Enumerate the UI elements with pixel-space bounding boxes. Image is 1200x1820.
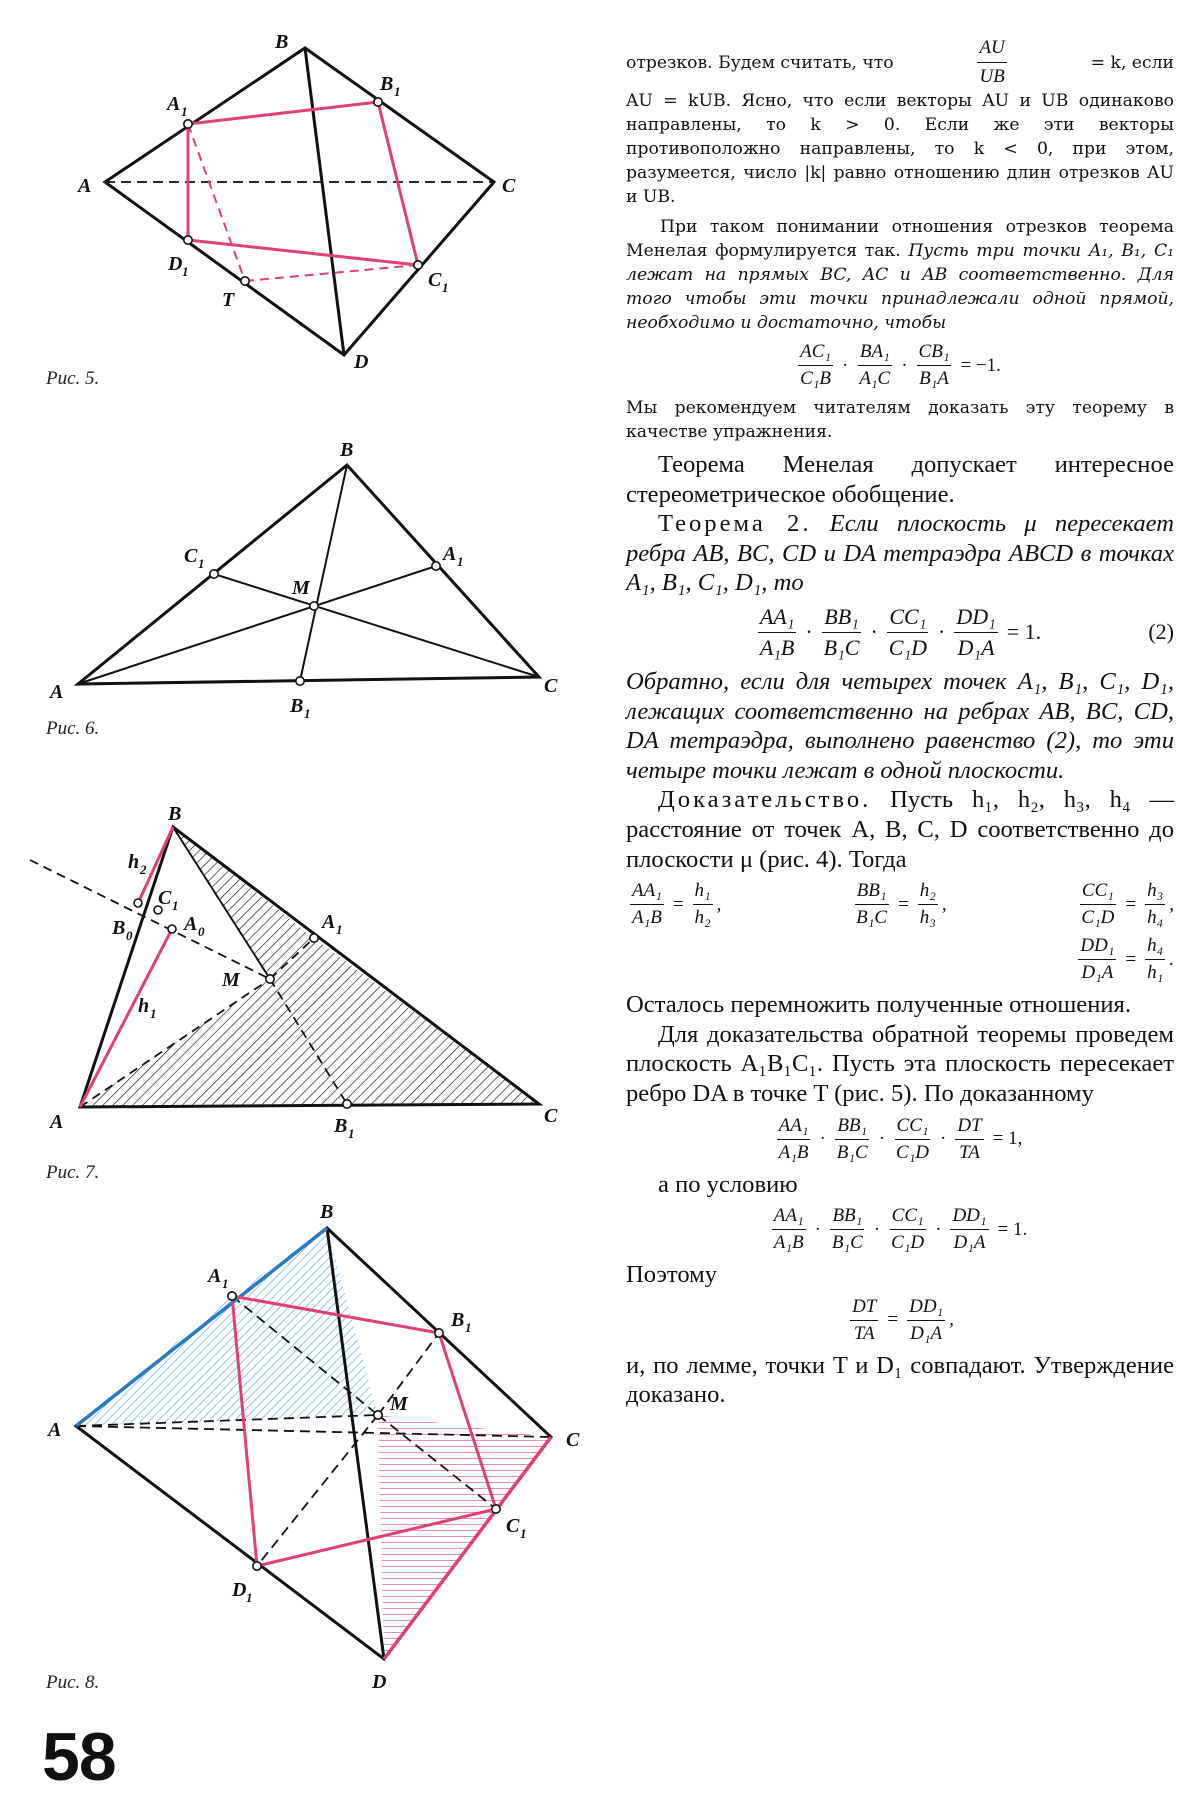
- point-d1: [253, 1562, 261, 1570]
- point-b1: [435, 1329, 443, 1337]
- point-b1: [343, 1100, 351, 1108]
- edge-bd: [305, 48, 344, 355]
- label-b1: B: [290, 695, 304, 717]
- point-a1: [184, 120, 192, 128]
- triangle-abc: [78, 465, 539, 684]
- page-number: 58: [42, 1719, 116, 1795]
- point-c1: [414, 261, 422, 269]
- label-d: D: [372, 1671, 387, 1693]
- label-d1-sub: 1: [246, 1590, 253, 1605]
- label-c1-sub: 1: [520, 1526, 527, 1541]
- p1-start: отрезков. Будем считать, что: [626, 52, 894, 73]
- frac-den: UB: [979, 66, 1005, 87]
- paragraph-1-rest: AU = kUB. Ясно, что если векторы AU и UB одинаково направлены, то k > 0. Если же эти векторы противоположно направлены, то k < 0, при этом, разумеется, число |k| равно отношению длин отрезков AU и UB.: [626, 91, 1174, 207]
- paragraph-2: [626, 215, 1174, 335]
- label-d1-sub: 1: [182, 264, 189, 279]
- point-d1: [184, 236, 192, 244]
- point-b0: [134, 899, 142, 907]
- label-b: B: [168, 803, 182, 825]
- label-m: M: [390, 1393, 408, 1415]
- label-b1-sub: 1: [348, 1126, 355, 1141]
- label-h1: h: [138, 995, 150, 1017]
- label-c: C: [502, 175, 516, 197]
- label-d1: D: [168, 253, 183, 275]
- label-a: A: [50, 681, 64, 703]
- paragraph-9: и, по лемме, точки T и D₁ совпадают. Утверждение доказано.: [626, 1351, 1174, 1409]
- label-b0-sub: 0: [126, 928, 133, 943]
- p2-a: При таком понимании отношения отрезков теорема Менелая формулируется так.: [626, 217, 1174, 261]
- theorem-label: Теорема 2.: [658, 510, 812, 538]
- figure-5-caption: Рис. 5.: [46, 368, 100, 389]
- figure-8: [45, 1201, 580, 1693]
- label-b1-sub: 1: [304, 706, 311, 721]
- label-a: A: [50, 1111, 64, 1133]
- label-c1-sub: 1: [172, 898, 179, 913]
- menelaus-formula: $\frac{\text{AC₁}}{\text{C₁B}}$ · $\frac{\text{BA₁}}{\text{A₁C}}$ · $\frac{\text{CB₁}}{\text{B₁A}}$ = −1.: [800, 341, 1001, 389]
- paragraph-3: Мы рекомендуем читателям доказать эту теорему в качестве упражнения.: [626, 398, 1174, 442]
- figure-7: [30, 803, 558, 1183]
- proof-start: [626, 785, 1174, 874]
- point-b1: [296, 677, 304, 685]
- label-h2: h: [128, 851, 140, 873]
- label-a1: A: [167, 93, 181, 115]
- equation-2: $\frac{\text{AA₁}}{\text{A₁B}}$ · $\frac{\text{BB₁}}{\text{B₁C}}$ · $\frac{\text{CC₁}}{\text{C₁D}}$ · $\frac{\text{DD₁}}{\text{D₁A}}$ = 1. (2): [759, 603, 1174, 660]
- paragraph-8: Поэтому: [626, 1261, 718, 1289]
- label-a1: A: [208, 1265, 222, 1287]
- label-c1: C: [184, 545, 198, 567]
- point-c1: [210, 570, 218, 578]
- label-b: B: [320, 1201, 334, 1223]
- frac-num: AU: [977, 36, 1006, 63]
- label-a0-sub: 0: [198, 924, 205, 939]
- equation-5: $\frac{DT}{TA}$ = $\frac{\text{DD₁}}{\text{D₁A}}$ ,: [852, 1295, 954, 1344]
- label-a1-sub: 1: [222, 1276, 229, 1291]
- paragraph-6: [626, 1020, 1174, 1109]
- p4: Теорема Менелая допускает интересное стереометрическое обобщение.: [626, 451, 1174, 508]
- paragraph-1-lead: [626, 36, 1174, 89]
- section-polygon: [188, 102, 418, 265]
- edge-bd: [327, 1228, 384, 1659]
- point-m: [266, 975, 274, 983]
- label-c1: C: [158, 887, 172, 909]
- point-b1: [374, 98, 382, 106]
- dashed-mb1: [378, 1333, 439, 1415]
- p1-eq: = k, если: [1090, 52, 1174, 73]
- tetrahedron-outline: [105, 48, 494, 355]
- figure-7-caption: Рис. 7.: [46, 1162, 100, 1183]
- theorem-text: Если плоскость μ пересекает ребра AB, BC, CD и DA тетраэдра ABCD в точках A₁, B₁, C₁, D₁, то: [626, 510, 1174, 597]
- label-c: C: [544, 675, 558, 697]
- label-a: A: [48, 1419, 62, 1441]
- equation-tag: (2): [1148, 619, 1174, 645]
- label-a1-sub: 1: [336, 922, 343, 937]
- label-a1: A: [322, 911, 336, 933]
- label-c1: C: [428, 269, 442, 291]
- cevian-a-a1: [78, 566, 436, 684]
- p7: а по условию: [658, 1170, 798, 1198]
- point-m: [310, 602, 318, 610]
- point-a0: [168, 925, 176, 933]
- converse-statement: Обратно, если для четырех точек A₁, B₁, C₁, D₁, лежащих соответственно на ребрах AB, BC, CD, DA тетраэдра, выполнено равенство (2), то эти четыре точки лежат в одной плоскости.: [626, 667, 1174, 784]
- proof-text: Пусть h₁, h₂, h₃, h₄ — расстояние от точек A, B, C, D соответственно до плоскости μ (рис. 4). Тогда: [626, 786, 1175, 873]
- hatched-face-blue: [76, 1228, 378, 1426]
- label-c1-sub: 1: [442, 280, 449, 295]
- label-b: B: [340, 439, 354, 461]
- text-column: [626, 36, 1174, 1410]
- label-d: D: [354, 351, 369, 373]
- label-a: A: [78, 175, 92, 197]
- paragraph-4: [626, 450, 1174, 509]
- label-b1: B: [451, 1309, 465, 1331]
- label-a0: A: [184, 913, 198, 935]
- point-c1: [492, 1505, 500, 1513]
- ratio-equations-row2: $\frac{\text{DD₁}}{\text{D₁A}}$ = $\frac{\text{h₄}}{\text{h₁}}$ .: [1080, 935, 1174, 984]
- equation-4: $\frac{\text{AA₁}}{\text{A₁B}}$ · $\frac{\text{BB₁}}{\text{B₁C}}$ · $\frac{\text{CC₁}}{\text{C₁D}}$ · $\frac{\text{DD₁}}{\text{D₁A}}$ = 1.: [773, 1205, 1028, 1254]
- label-c: C: [544, 1105, 558, 1127]
- label-t: T: [222, 289, 235, 311]
- label-c: C: [566, 1429, 580, 1451]
- figure-6-caption: Рис. 6.: [46, 718, 100, 739]
- paragraph-5: Осталось перемножить полученные отношения.: [626, 991, 1132, 1019]
- point-m: [374, 1411, 382, 1419]
- label-d1: D: [232, 1579, 247, 1601]
- fraction-au-ub: [977, 36, 1006, 89]
- point-t: [241, 277, 249, 285]
- equation-3: $\frac{\text{AA₁}}{\text{A₁B}}$ · $\frac{\text{BB₁}}{\text{B₁C}}$ · $\frac{\text{CC₁}}{\text{C₁D}}$ · $\frac{DT}{TA}$ = 1,: [778, 1114, 1023, 1163]
- proof-label: Доказательство.: [658, 786, 872, 814]
- label-m: M: [222, 969, 240, 991]
- paragraph-7: [626, 1170, 1174, 1200]
- figure-8-caption: Рис. 8.: [46, 1672, 100, 1693]
- label-b1: B: [334, 1115, 348, 1137]
- point-a1: [228, 1292, 236, 1300]
- label-b1-sub: 1: [465, 1320, 472, 1335]
- label-a1-sub: 1: [457, 554, 464, 569]
- theorem-2: [626, 509, 1174, 598]
- label-h1-sub: 1: [150, 1006, 157, 1021]
- figure-6: [45, 439, 558, 739]
- label-h2-sub: 2: [140, 862, 147, 877]
- label-b0: B: [112, 917, 126, 939]
- label-c1-sub: 1: [198, 556, 205, 571]
- p6: Для доказательства обратной теоремы проведем плоскость A₁B₁C₁. Пусть эта плоскость пересекает ребро DA в точке T (рис. 5). По доказанному: [626, 1020, 1174, 1107]
- label-m: M: [292, 577, 310, 599]
- label-a1: A: [443, 543, 457, 565]
- point-a1: [310, 934, 318, 942]
- dashed-md1: [257, 1415, 378, 1566]
- section-dashed-a1t: [188, 124, 245, 281]
- ratio-equations-row1: $\frac{\text{AA₁}}{\text{A₁B}}$ = $\frac{\text{h₁}}{\text{h₂}}$ , $\frac{\text{BB₁}}{\text{B₁C}}$ = $\frac{\text{h₂}}{\text{h₃}}$ , $\frac{\text{CC₁}}{\text{C₁D}}$ = $\frac{\text{h₃}}{\text{h₄}}$ ,: [632, 880, 1174, 929]
- label-b1-sub: 1: [394, 84, 401, 99]
- label-c1: C: [506, 1515, 520, 1537]
- p2-b: Пусть три точки A₁, B₁, C₁ лежат на прямых BC, AC и AB соответственно. Для того чтобы эти точки принадлежали одной прямой, необходимо и достаточно, чтобы: [626, 241, 1175, 333]
- figure-5: [45, 31, 516, 389]
- point-a1: [432, 562, 440, 570]
- label-b1: B: [380, 73, 394, 95]
- cevian-c-c1: [214, 574, 539, 677]
- label-b: B: [275, 31, 289, 53]
- label-a1-sub: 1: [181, 104, 188, 119]
